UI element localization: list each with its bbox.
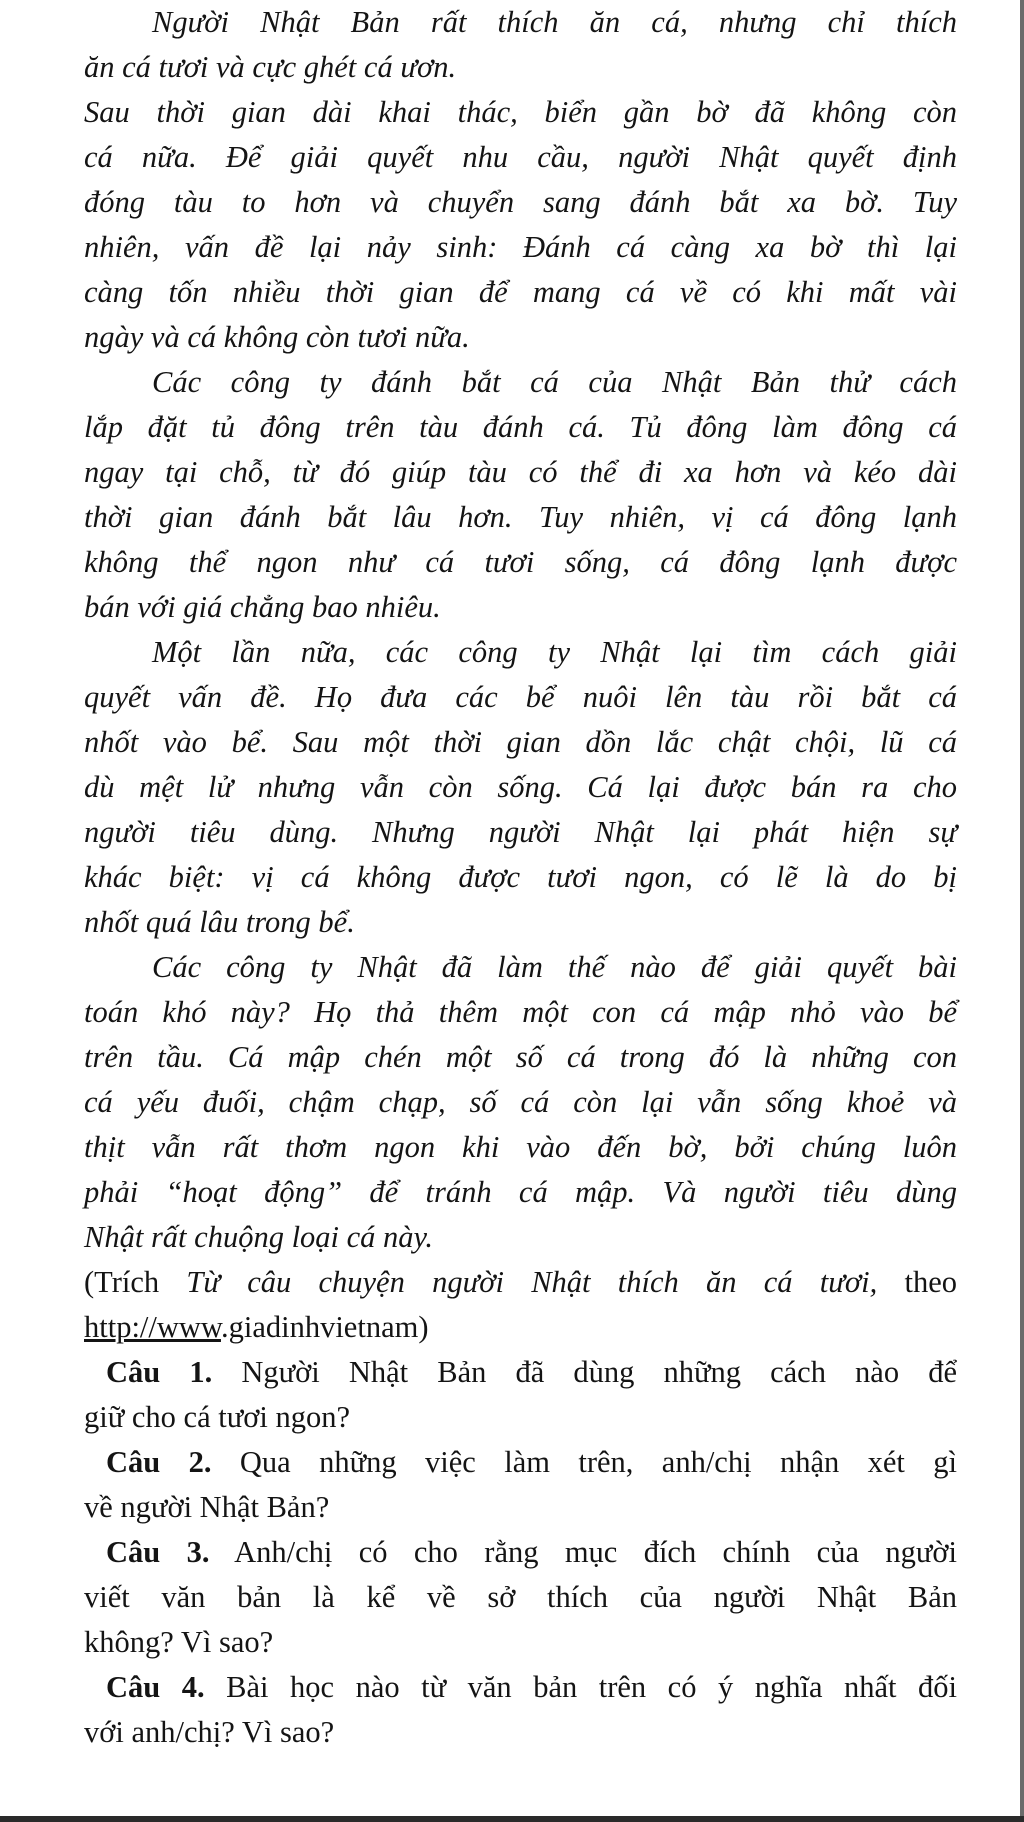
passage-line: cá nữa. Để giải quyết nhu cầu, người Nhật quyết định (84, 140, 957, 174)
passage-line: ngay tại chỗ, từ đó giúp tàu có thể đi xa hơn và kéo dài (84, 455, 957, 489)
question-label: Câu 2. (106, 1445, 212, 1479)
passage-line: cá yếu đuối, chậm chạp, số cá còn lại vẫn sống khoẻ và (84, 1085, 957, 1119)
page-right-border (1020, 0, 1024, 1822)
source-citation (84, 1260, 957, 1350)
question-line: viết văn bản là kể về sở thích của người Nhật Bản (84, 1580, 957, 1614)
page-bottom-border (0, 1816, 1024, 1822)
passage-line: thời gian đánh bắt lâu hơn. Tuy nhiên, vị cá đông lạnh (84, 500, 957, 534)
source-link-rest: .giadinhvietnam) (220, 1310, 429, 1344)
source-title: Từ câu chuyện người Nhật thích ăn cá tươi, (186, 1265, 878, 1299)
passage-paragraph-2 (84, 90, 957, 360)
passage-line: ngày và cá không còn tươi nữa. (84, 320, 470, 354)
question-text: Bài học nào từ văn bản trên có ý nghĩa nhất đối (226, 1670, 957, 1704)
question-line (84, 1350, 957, 1395)
passage-line: Các công ty đánh bắt cá của Nhật Bản thử cách (152, 365, 957, 399)
passage-line: Các công ty Nhật đã làm thế nào để giải quyết bài (152, 950, 957, 984)
question-text: Qua những việc làm trên, anh/chị nhận xét gì (239, 1445, 957, 1479)
question-line: với anh/chị? Vì sao? (84, 1715, 335, 1749)
passage-line: đóng tàu to hơn và chuyển sang đánh bắt xa bờ. Tuy (84, 185, 957, 219)
question-label: Câu 3. (106, 1535, 210, 1569)
passage-line: bán với giá chẳng bao nhiêu. (84, 590, 441, 624)
passage-paragraph-1 (84, 0, 957, 90)
passage-line: dù mệt lử nhưng vẫn còn sống. Cá lại được bán ra cho (84, 770, 957, 804)
question-label: Câu 1. (106, 1355, 213, 1389)
question-line (84, 1440, 957, 1485)
passage-line: thịt vẫn rất thơm ngon khi vào đến bờ, bởi chúng luôn (84, 1130, 957, 1164)
source-suffix: theo (877, 1265, 957, 1299)
passage-line: lắp đặt tủ đông trên tàu đánh cá. Tủ đông làm đông cá (84, 410, 957, 444)
source-line (84, 1260, 957, 1305)
passage-line: Sau thời gian dài khai thác, biển gần bờ đã không còn (84, 95, 957, 129)
passage-line: nhốt vào bể. Sau một thời gian dồn lắc chật chội, lũ cá (84, 725, 957, 759)
passage-line: Nhật rất chuộng loại cá này. (84, 1220, 434, 1254)
question-line: giữ cho cá tươi ngon? (84, 1400, 351, 1434)
question-1 (84, 1350, 957, 1440)
passage-line: càng tốn nhiều thời gian để mang cá về có khi mất vài (84, 275, 957, 309)
question-text: Anh/chị có cho rằng mục đích chính của người (234, 1535, 957, 1569)
question-4 (84, 1665, 957, 1755)
passage-line: Một lần nữa, các công ty Nhật lại tìm cách giải (152, 635, 957, 669)
passage-line: người tiêu dùng. Nhưng người Nhật lại phát hiện sự (84, 815, 957, 849)
passage-paragraph-4 (84, 630, 957, 945)
question-text: Người Nhật Bản đã dùng những cách nào để (241, 1355, 957, 1389)
passage-line: trên tầu. Cá mập chén một số cá trong đó là những con (84, 1040, 957, 1074)
question-line (84, 1530, 957, 1575)
question-3 (84, 1530, 957, 1665)
question-2 (84, 1440, 957, 1530)
source-line (84, 1305, 957, 1350)
passage-line: quyết vấn đề. Họ đưa các bể nuôi lên tàu rồi bắt cá (84, 680, 957, 714)
passage-paragraph-5 (84, 945, 957, 1260)
passage-line: không thể ngon như cá tươi sống, cá đông lạnh được (84, 545, 957, 579)
question-line: về người Nhật Bản? (84, 1490, 330, 1524)
passage-line: nhiên, vấn đề lại nảy sinh: Đánh cá càng xa bờ thì lại (84, 230, 957, 264)
passage-line: toán khó này? Họ thả thêm một con cá mập nhỏ vào bể (84, 995, 957, 1029)
passage-line: ăn cá tươi và cực ghét cá ươn. (84, 50, 457, 84)
passage-line: Người Nhật Bản rất thích ăn cá, nhưng chỉ thích (152, 5, 957, 39)
source-link[interactable]: http://www (84, 1310, 221, 1344)
passage-paragraph-3 (84, 360, 957, 630)
passage-line: phải “hoạt động” để tránh cá mập. Và người tiêu dùng (84, 1175, 957, 1209)
question-label: Câu 4. (106, 1670, 205, 1704)
source-prefix: (Trích (84, 1265, 187, 1299)
passage-line: nhốt quá lâu trong bể. (84, 905, 355, 939)
question-line: không? Vì sao? (84, 1625, 274, 1659)
document-text (84, 0, 957, 1755)
question-line (84, 1665, 957, 1710)
passage-line: khác biệt: vị cá không được tươi ngon, có lẽ là do bị (84, 860, 957, 894)
